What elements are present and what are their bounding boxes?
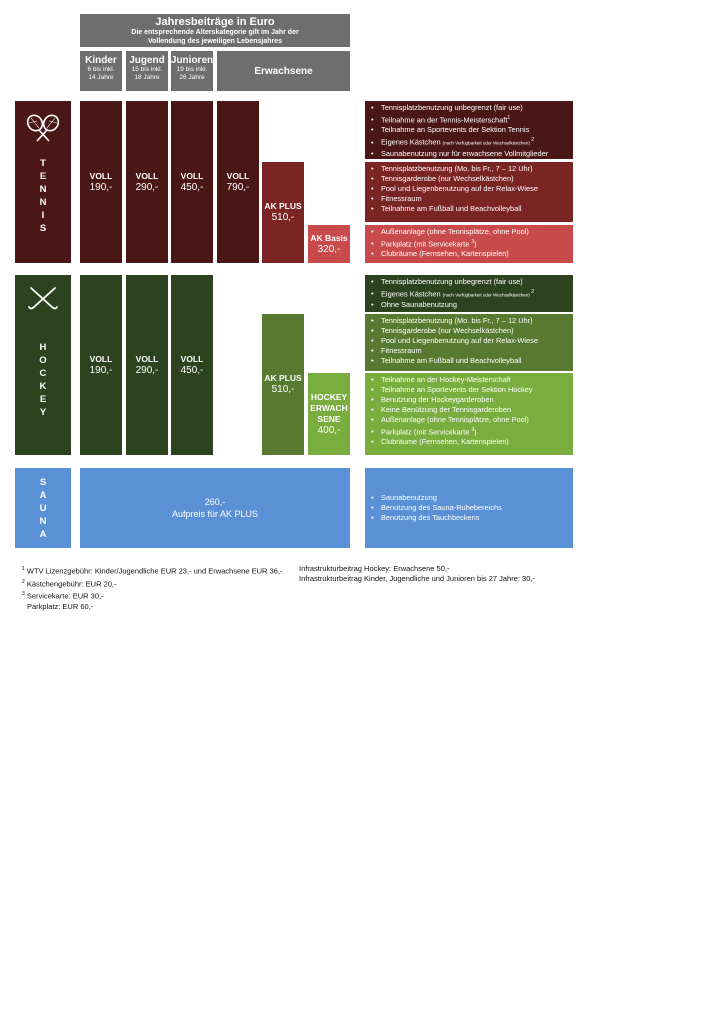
letter: C [39,368,47,379]
footnote-1: $^1$ WTV Lizenzgebühr: Kinder/Jugendliche EUR 23,- und Erwachsene EUR 36,- [22,566,283,576]
list-item: • Teilnahme am Fußball und Beachvolleyball [371,204,569,214]
letter: N [39,515,47,527]
tennis-voll-jugend [126,101,168,263]
list-item: • Benutzung des Sauna-Ruhebereichs [371,503,569,513]
list-item: • Saunabenutzung [371,493,569,503]
category-name: Erwachsene [254,65,313,77]
letter: E [39,171,47,182]
letter: H [39,342,47,353]
hockey-voll-jugend [126,275,168,455]
tennis-voll-junioren [171,101,213,263]
letter: N [39,197,47,208]
price-label: VOLL [226,170,250,181]
list-item: • Tennisgarderobe (nur Wechselkästchen) [371,326,569,336]
price-value: 510,- [271,212,295,223]
tennis-benefits-akplus [365,162,573,222]
price-label-line2: ERWACH [310,402,348,413]
price-value: 260,- [204,497,226,507]
list-item: • Saunabenutzung nur für erwachsene Vollmitglieder [371,149,569,159]
letter: A [39,528,47,540]
list-item: • Ohne Saunabenutzung [371,300,569,310]
tennis-benefits-voll [365,101,573,159]
list-item: • Fitnessraum [371,194,569,204]
tennis-rackets-icon [23,113,63,143]
sauna-price [80,468,350,548]
sauna-vertical-title [40,476,47,541]
footnote-infrastructure-hockey: Infrastrukturbeitrag Hockey: Erwachsene 50,- [299,564,450,573]
fees-title: Jahresbeiträge in Euro [155,16,275,28]
letter: I [41,210,45,221]
footnote-infrastructure-youth: Infrastrukturbeitrag Kinder, Jugendliche und Junioren bis 27 Jahre: 30,- [299,574,535,583]
list-item: • Teilnahme an der Hockey-Meisterschaft [371,375,569,385]
hockey-benefits-voll [365,275,573,312]
price-value: 790,- [226,181,250,193]
price-value: 290,- [135,181,159,193]
footnote-2: $^2$ Kästchengebühr: EUR 20,- [22,578,117,588]
list-item: • Eigenes Kästchen (nach Verfügbarkeit oder Wechselkästchen) $^2$ [371,287,569,300]
list-item: • Teilnahme an der Tennis-Meisterschaft$^1$ [371,113,569,125]
price-value: 290,- [135,364,159,376]
price-label: VOLL [135,170,159,181]
list-item: • Benutzung des Tauchbeckens [371,513,569,523]
list-item: • Eigenes Kästchen (nach Verfügbarkeit oder Wechselkästchen) $^2$ [371,135,569,148]
price-label-line3: SENE [317,413,341,424]
price-value: 320,- [317,243,341,255]
hockey-benefits-erwachsene [365,373,573,455]
price-value: 400,- [317,424,341,436]
category-kinder [80,51,122,91]
footnotes-right [299,564,589,584]
price-label: VOLL [180,170,204,181]
price-label: AK PLUS [264,373,302,383]
price-label: AK PLUS [264,201,302,211]
price-value: 510,- [271,384,295,395]
tennis-vertical-title [40,157,47,235]
hockey-erwachsene [308,373,350,455]
list-item: • Tennisgarderobe (nur Wechselkästchen) [371,174,569,184]
tennis-voll-kinder [80,101,122,263]
list-item: • Tennisplatzbenutzung unbegrenzt (fair use) [371,103,569,113]
category-erwachsene [217,51,350,91]
list-item: • Teilnahme am Fußball und Beachvolleyball [371,356,569,366]
category-age-line1: 6 bis inkl. [87,66,115,73]
price-label-line1: HOCKEY [310,391,348,402]
list-item: • Clubräume (Fernsehen, Kartenspielen) [371,437,569,447]
price-note: Aufpreis für AK PLUS [171,509,259,519]
letter: S [39,476,47,488]
category-age-line2: 18 Jahre [134,74,160,81]
list-item: • Tennisplatzbenutzung (Mo. bis Fr., 7 – 12 Uhr) [371,316,569,326]
footnotes-left [22,564,302,612]
list-item: • Parkplatz (mit Servicekarte $^3$) [371,425,569,437]
category-age-line2: 26 Jahre [179,74,205,81]
hockey-vertical-title [39,341,46,419]
fees-subtitle-2: Vollendung des jeweiligen Lebensjahres [147,38,283,45]
letter: E [39,394,47,405]
category-junioren [171,51,213,91]
category-name: Junioren [170,55,214,66]
price-value: 190,- [89,364,113,376]
price-label: VOLL [89,353,113,364]
hockey-voll-junioren [171,275,213,455]
tennis-akplus [262,162,304,263]
footnote-4: Parkplatz: EUR 60,- [27,601,94,611]
list-item: • Keine Benützung der Tennisgarderoben [371,405,569,415]
letter: O [39,355,47,366]
list-item: • Außenanlage (ohne Tennisplätze, ohne Pool) [371,227,569,237]
list-item: • Pool und Liegenbenutzung auf der Relax-Wiese [371,336,569,346]
price-value: 190,- [89,181,113,193]
footnote-3: $^3$ Servicekarte: EUR 30,- [22,591,104,601]
category-age-line1: 19 bis inkl. [176,66,208,73]
letter: S [39,223,47,234]
price-label: AK Basis [310,232,348,243]
list-item: • Clubräume (Fernsehen, Kartenspielen) [371,249,569,259]
category-name: Kinder [85,55,117,66]
letter: N [39,184,47,195]
hockey-akplus [262,314,304,455]
fees-header [80,14,350,47]
list-item: • Benutzung der Hockeygarderoben [371,395,569,405]
list-item: • Teilnahme an Sportevents der Sektion Tennis [371,125,569,135]
price-label: VOLL [180,353,204,364]
price-value: 450,- [180,181,204,193]
category-jugend [126,51,168,91]
letter: Y [39,407,47,418]
list-item: • Pool und Liegenbenutzung auf der Relax-Wiese [371,184,569,194]
tennis-akbasis [308,225,350,263]
tennis-benefits-akbasis [365,225,573,263]
price-label: VOLL [135,353,159,364]
hockey-benefits-akplus [365,314,573,371]
letter: U [39,502,47,514]
sauna-benefits [365,468,573,548]
list-item: • Tennisplatzbenutzung (Mo. bis Fr., 7 – 12 Uhr) [371,164,569,174]
section-hockey-label [15,275,71,455]
list-item: • Parkplatz (mit Servicekarte $^3$) [371,237,569,249]
letter: K [39,381,47,392]
tennis-voll-erwachsene [217,101,259,263]
price-label: VOLL [89,170,113,181]
hockey-sticks-icon [26,285,60,313]
letter: T [40,158,46,169]
list-item: • Tennisplatzbenutzung unbegrenzt (fair use) [371,277,569,287]
hockey-voll-kinder [80,275,122,455]
category-age-line1: 15 bis inkl. [131,66,163,73]
list-item: • Fitnessraum [371,346,569,356]
price-value: 450,- [180,364,204,376]
list-item: • Außenanlage (ohne Tennisplätze, ohne Pool) [371,415,569,425]
letter: A [39,489,47,501]
category-name: Jugend [129,55,165,66]
section-sauna-label [15,468,71,548]
list-item: • Teilnahme an Sportevents der Sektion Hockey [371,385,569,395]
fees-subtitle-1: Die entsprechende Alterskategorie gilt im Jahr der [131,29,299,36]
section-tennis-label [15,101,71,263]
category-age-line2: 14 Jahre [88,74,114,81]
